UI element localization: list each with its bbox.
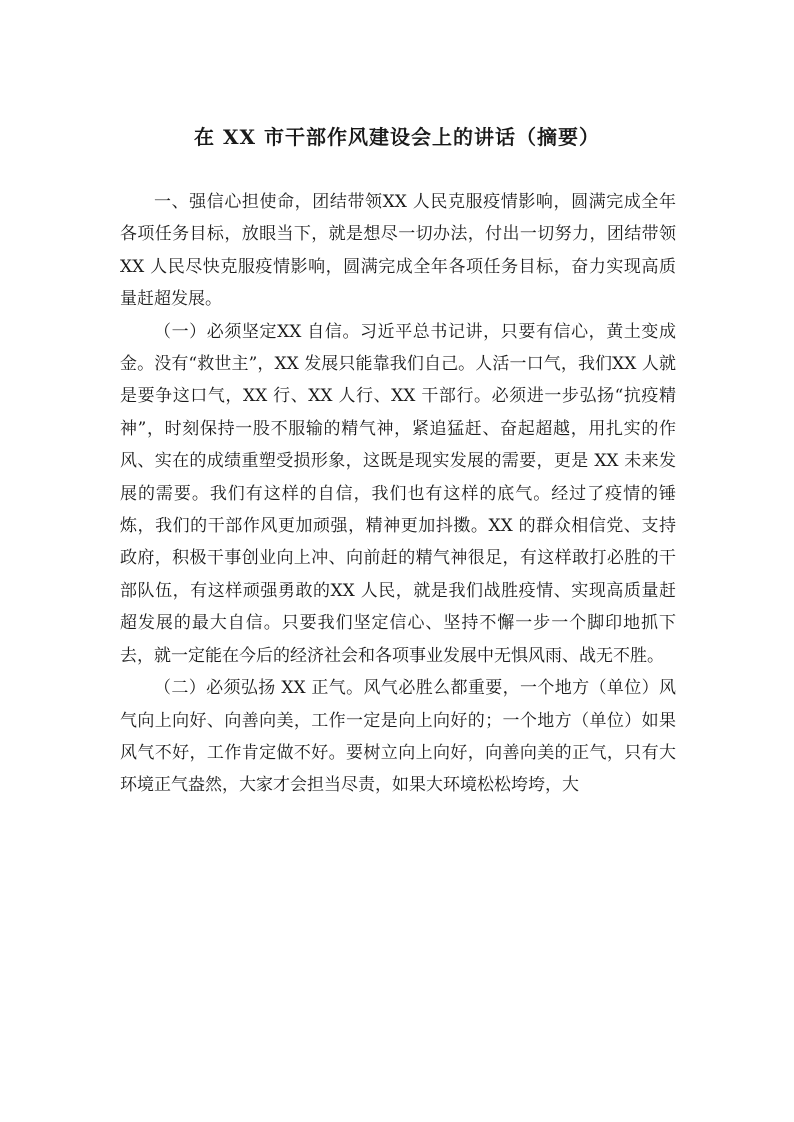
document-title: 在 XX 市干部作风建设会上的讲话（摘要） [194, 125, 600, 149]
document-body [120, 186, 676, 802]
paragraph-3: （二）必须弘扬 XX 正气。风气必胜么都重要，一个地方（单位）风气向上向好、向善向美，工作一定是向上向好的；一个地方（单位）如果风气不好，工作肯定做不好。要树立向上向好，向善向美的正气，只有大环境正气盎然，大家才会担当尽责，如果大环境松松垮垮，大 [120, 678, 676, 796]
paragraph-2: （一）必须坚定XX 自信。习近平总书记讲，只要有信心，黄土变成金。没有“救世主”，XX 发展只能靠我们自己。人活一口气，我们XX 人就是要争这口气，XX 行、XX 人行、XX 干部行。必须进一步弘扬“抗疫精神”，时刻保持一股不服输的精气神，紧追猛赶、奋起超越，用扎实的作风、实在的成绩重塑受损形象，这既是现实发展的需要，更是 XX 未来发展的需要。我们有这样的自信，我们也有这样的底气。经过了疫情的锤炼，我们的干部作风更加顽强，精神更加抖擞。XX 的群众相信党、支持政府，积极干事创业向上冲、向前赶的精气神很足，有这样敢打必胜的干部队伍，有这样顽强勇敢的XX 人民，就是我们战胜疫情、实现高质量赶超发展的最大自信。只要我们坚定信心、坚持不懈一步一个脚印地抓下去，就一定能在今后的经济社会和各项事业发展中无惧风雨、战无不胜。 [120, 321, 676, 666]
paragraph-1: 一、强信心担使命，团结带领XX 人民克服疫情影响，圆满完成全年各项任务目标，放眼当下，就是想尽一切办法，付出一切努力，团结带领XX 人民尽快克服疫情影响，圆满完成全年各项任务目标，奋力实现高质量赶超发展。 [120, 192, 676, 310]
